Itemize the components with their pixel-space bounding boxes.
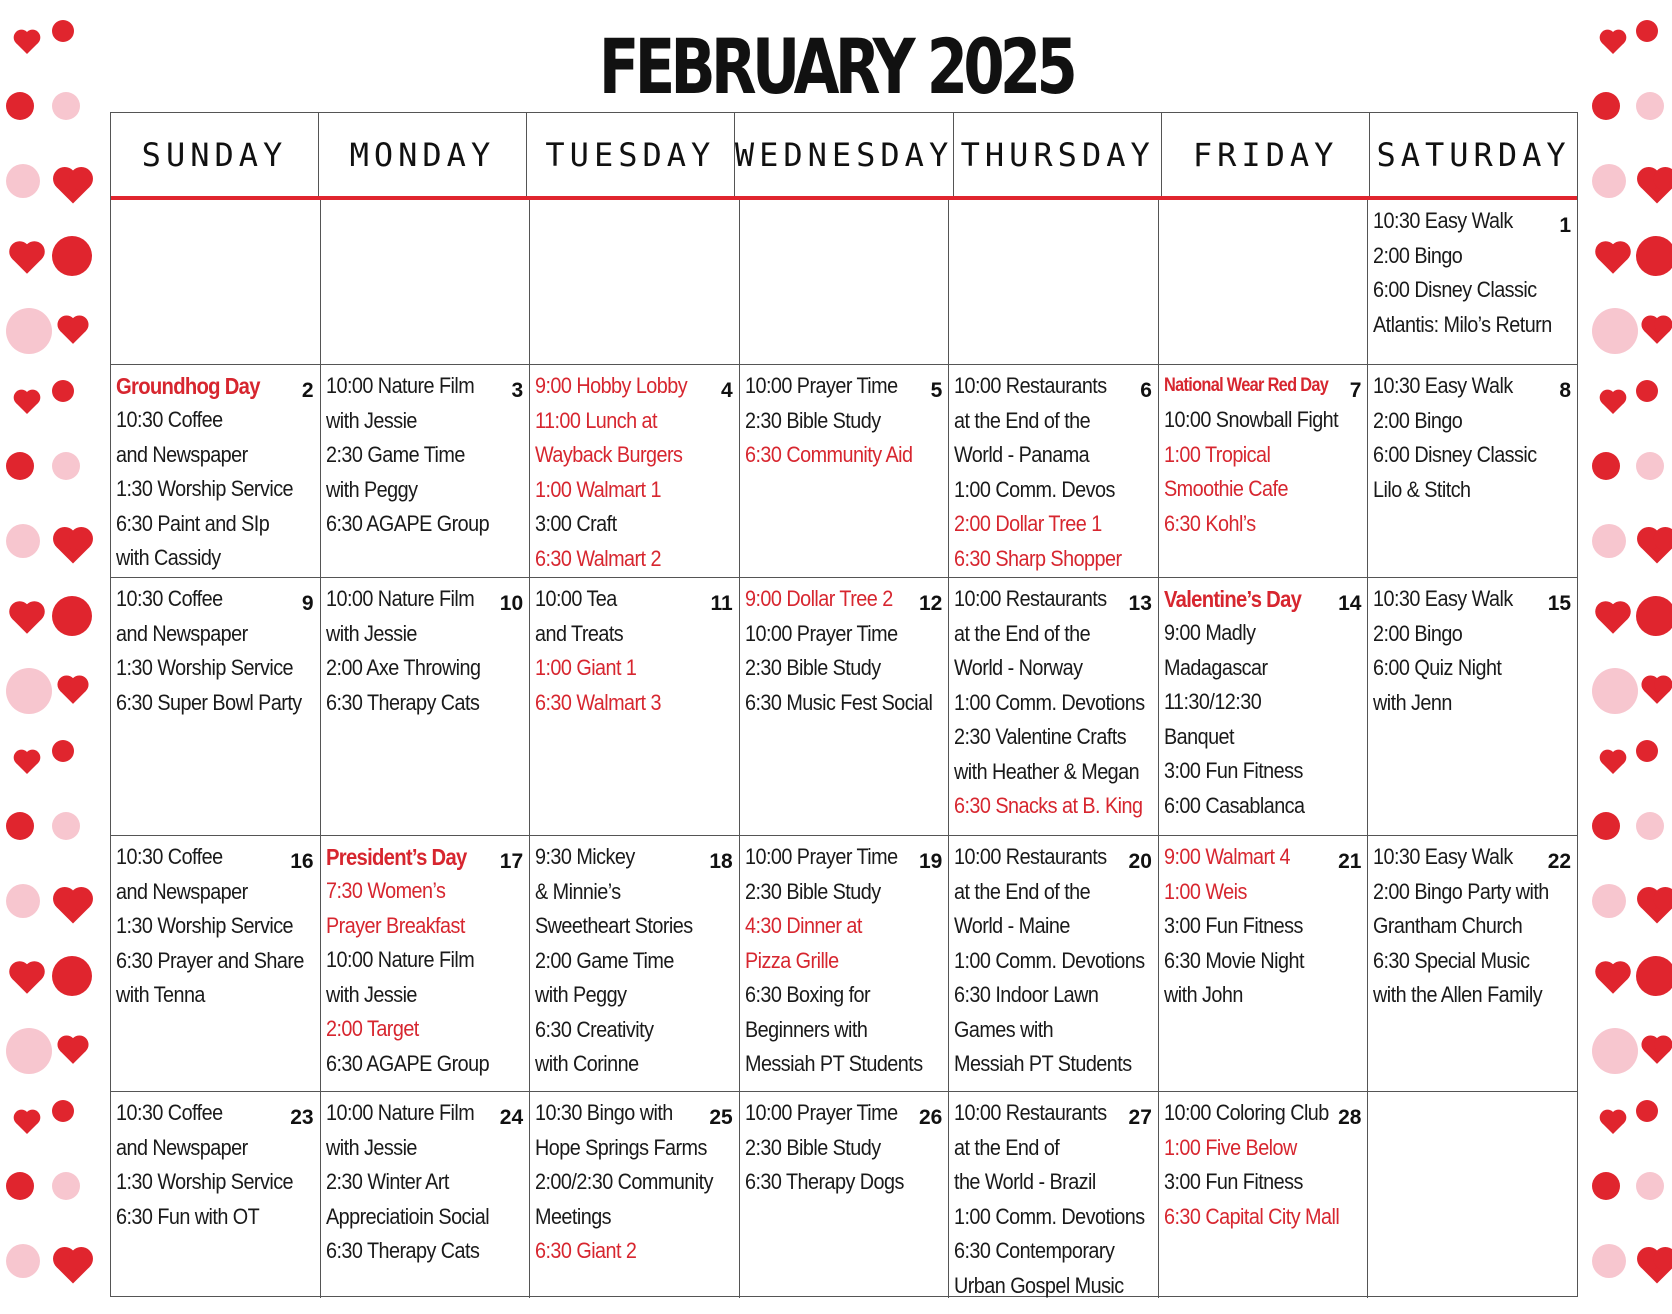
weekday-friday: FRIDAY xyxy=(1162,113,1370,196)
candy-icon xyxy=(52,380,74,402)
empty-day-cell xyxy=(530,200,740,364)
heart-icon xyxy=(16,32,38,54)
event-item: 1:30 Worship Service xyxy=(116,476,294,501)
candy-icon xyxy=(52,740,74,762)
event-item: 10:30 Bingo with xyxy=(535,1100,673,1125)
event-item: 10:00 Nature Film xyxy=(325,373,474,398)
event-item: 9:00 Walmart 4 xyxy=(1163,844,1290,869)
event-item: 2:00 Bingo xyxy=(1373,242,1463,268)
event-item: 2:00 Axe Throwing xyxy=(325,655,481,680)
event-item: Messiah PT Students xyxy=(954,1051,1132,1076)
day-number: 18 xyxy=(709,850,733,873)
day-number: 11 xyxy=(710,592,733,615)
event-item: 3:00 Fun Fitness xyxy=(1163,758,1303,783)
event-item: with Peggy xyxy=(535,982,627,1007)
event-item: 6:30 Walmart 3 xyxy=(535,689,662,715)
candy-icon xyxy=(1592,164,1626,198)
weekday-wednesday: WEDNESDAY xyxy=(735,113,954,196)
event-item: 9:00 Hobby Lobby xyxy=(535,373,688,398)
event-item: 2:00 Bingo Party with xyxy=(1373,878,1550,904)
day-number: 8 xyxy=(1559,379,1572,402)
event-item: and Newspaper xyxy=(116,1134,248,1160)
event-item: 10:00 Restaurants xyxy=(954,844,1107,869)
event-item: at the End of the xyxy=(954,620,1091,646)
event-item: 2:30 Game Time xyxy=(325,442,465,467)
event-item: with John xyxy=(1163,982,1243,1007)
weekday-saturday: SATURDAY xyxy=(1376,135,1571,174)
day-number: 14 xyxy=(1338,592,1362,615)
event-item: 10:00 Coloring Club xyxy=(1163,1100,1329,1125)
day-number: 24 xyxy=(499,1106,524,1129)
event-item: at the End of the xyxy=(954,878,1091,904)
event-item: Beginners with xyxy=(744,1016,868,1042)
heart-icon xyxy=(1644,318,1670,344)
heart-icon xyxy=(16,392,38,414)
day-cell-3 xyxy=(321,365,531,577)
heart-icon xyxy=(1602,752,1624,774)
event-item: 10:00 Nature Film xyxy=(325,586,474,611)
day-cell-15 xyxy=(1368,578,1577,835)
day-cell-12 xyxy=(740,578,950,835)
candy-icon xyxy=(6,1028,52,1074)
event-item: 10:30 Easy Walk xyxy=(1373,373,1514,398)
candy-icon xyxy=(1592,1028,1638,1074)
event-item: 1:00 Comm. Devotions xyxy=(954,947,1145,973)
event-item: 6:30 Prayer and Share xyxy=(116,947,304,973)
event-item: 6:30 Kohl’s xyxy=(1163,510,1256,536)
event-item: Pizza Grille xyxy=(744,947,839,973)
day-cell-6 xyxy=(949,365,1159,577)
event-item: 6:30 Giant 2 xyxy=(535,1238,637,1263)
event-item: Grantham Church xyxy=(1373,913,1523,938)
day-number: 9 xyxy=(301,592,314,615)
day-number: 13 xyxy=(1128,592,1152,615)
heart-icon xyxy=(60,318,86,344)
event-item: 6:30 Movie Night xyxy=(1163,947,1304,973)
day-number: 15 xyxy=(1547,592,1572,615)
candy-icon xyxy=(6,884,40,918)
event-item: 10:00 Restaurants xyxy=(954,373,1107,398)
candy-icon xyxy=(1636,1172,1664,1200)
event-item: World - Panama xyxy=(954,442,1090,467)
heart-icon xyxy=(1644,678,1670,704)
day-cell-9 xyxy=(111,578,321,835)
candy-icon xyxy=(1636,236,1672,276)
day-number: 12 xyxy=(918,592,943,615)
event-item: 2:30 Bible Study xyxy=(744,655,881,680)
event-item: 3:00 Craft xyxy=(535,511,617,536)
event-item: 6:30 Contemporary xyxy=(954,1238,1115,1263)
event-item: 6:30 Super Bowl Party xyxy=(116,689,302,715)
day-number: 17 xyxy=(499,850,524,873)
event-item: 10:00 Snowball Fight xyxy=(1163,407,1339,432)
heart-icon xyxy=(1598,244,1627,273)
event-item: with Peggy xyxy=(325,476,418,502)
event-item: 1:00 Five Below xyxy=(1163,1134,1297,1160)
day-cell-8 xyxy=(1368,365,1577,577)
holiday-label: National Wear Red Day xyxy=(1163,375,1329,396)
day-number: 25 xyxy=(709,1106,733,1129)
day-cell-13 xyxy=(949,578,1159,835)
candy-icon xyxy=(1592,524,1626,558)
event-item: 6:30 AGAPE Group xyxy=(325,511,489,536)
day-cell-11 xyxy=(530,578,740,835)
event-item: 6:30 Sharp Shopper xyxy=(954,545,1122,571)
day-number: 22 xyxy=(1547,850,1572,873)
candy-icon xyxy=(6,524,40,558)
event-item: Prayer Breakfast xyxy=(325,912,465,938)
heart-icon xyxy=(12,964,41,993)
event-item: 3:00 Fun Fitness xyxy=(1163,913,1303,938)
event-item: 1:00 Comm. Devotions xyxy=(954,689,1145,715)
day-cell-4 xyxy=(530,365,740,577)
day-cell-21 xyxy=(1159,836,1369,1091)
candy-icon xyxy=(1592,308,1638,354)
day-cell-25 xyxy=(530,1092,740,1298)
event-item: 4:30 Dinner at xyxy=(744,913,862,938)
event-item: Sweetheart Stories xyxy=(535,913,693,938)
weekday-monday: MONDAY xyxy=(319,113,527,196)
heart-icon xyxy=(56,1250,89,1283)
day-cell-24 xyxy=(321,1092,531,1298)
candy-icon xyxy=(52,596,92,636)
event-item: 6:30 Snacks at B. King xyxy=(954,793,1143,818)
day-number: 20 xyxy=(1128,850,1152,873)
event-item: 1:30 Worship Service xyxy=(116,913,294,938)
event-item: 6:30 Special Music xyxy=(1373,947,1530,973)
event-item: 2:00 Target xyxy=(325,1016,419,1041)
event-item: 2:30 Bible Study xyxy=(744,878,881,904)
event-item: 2:30 Valentine Crafts xyxy=(954,724,1127,749)
heart-icon xyxy=(12,604,41,633)
event-item: 9:00 Dollar Tree 2 xyxy=(744,586,893,611)
event-item: Lilo & Stitch xyxy=(1373,476,1472,502)
week-row xyxy=(111,836,1577,1092)
event-item: 2:00 Game Time xyxy=(535,947,674,973)
candy-icon xyxy=(52,956,92,996)
event-item: 6:30 Capital City Mall xyxy=(1163,1203,1340,1229)
event-item: 10:00 Tea xyxy=(535,586,617,611)
event-item: 6:30 Music Fest Social xyxy=(744,689,933,715)
day-cell-7 xyxy=(1159,365,1369,577)
event-item: with Jessie xyxy=(325,981,417,1007)
event-item: 10:00 Prayer Time xyxy=(744,373,898,398)
event-item: with the Allen Family xyxy=(1373,982,1543,1007)
event-item: 3:00 Fun Fitness xyxy=(1163,1169,1303,1194)
event-item: 1:00 Comm. Devotions xyxy=(954,1203,1145,1229)
candy-icon xyxy=(52,20,74,42)
heart-icon xyxy=(1640,170,1672,203)
event-item: 6:00 Disney Classic xyxy=(1373,277,1538,302)
empty-day-cell xyxy=(111,200,321,364)
week-row xyxy=(111,200,1577,365)
day-cell-14 xyxy=(1159,578,1369,835)
candy-icon xyxy=(1636,812,1664,840)
heart-icon xyxy=(60,1038,86,1064)
event-item: 6:30 Paint and SIp xyxy=(116,510,270,536)
event-item: 1:30 Worship Service xyxy=(116,1169,294,1194)
day-cell-28 xyxy=(1159,1092,1369,1298)
event-item: 2:30 Winter Art xyxy=(325,1169,449,1194)
event-item: 11:00 Lunch at xyxy=(535,407,658,433)
candy-icon xyxy=(1636,1100,1658,1122)
candy-icon xyxy=(1636,740,1658,762)
event-item: 10:00 Prayer Time xyxy=(744,620,898,646)
event-item: 10:30 Coffee xyxy=(116,1100,223,1125)
candy-icon xyxy=(52,812,80,840)
candy-icon xyxy=(1592,1172,1620,1200)
event-item: 1:00 Tropical xyxy=(1163,441,1271,467)
event-item: 2:00 Dollar Tree 1 xyxy=(954,511,1102,536)
event-item: 6:00 Casablanca xyxy=(1163,792,1305,818)
event-item: 10:30 Coffee xyxy=(116,407,223,432)
event-item: 10:00 Nature Film xyxy=(325,947,474,972)
event-item: Atlantis: Milo’s Return xyxy=(1373,311,1553,337)
candy-icon xyxy=(52,1172,80,1200)
day-number: 2 xyxy=(301,379,314,402)
event-item: 6:30 AGAPE Group xyxy=(325,1050,489,1076)
event-item: with Tenna xyxy=(116,982,205,1007)
event-item: with Jessie xyxy=(325,407,417,433)
candy-icon xyxy=(6,1244,40,1278)
candy-icon xyxy=(6,92,34,120)
heart-icon xyxy=(1602,392,1624,414)
day-number: 5 xyxy=(930,379,943,402)
event-item: 1:00 Weis xyxy=(1163,878,1247,904)
holiday-label: Groundhog Day xyxy=(116,373,260,399)
event-item: 6:30 Therapy Cats xyxy=(325,689,479,715)
heart-icon xyxy=(1598,964,1627,993)
event-item: 6:30 Fun with OT xyxy=(116,1203,260,1229)
event-item: 10:00 Restaurants xyxy=(954,1100,1107,1125)
candy-icon xyxy=(6,164,40,198)
heart-icon xyxy=(1640,1250,1672,1283)
event-item: and Newspaper xyxy=(116,441,248,467)
heart-icon xyxy=(12,244,41,273)
day-number: 23 xyxy=(290,1106,314,1129)
event-item: Wayback Burgers xyxy=(535,442,683,467)
empty-day-cell xyxy=(740,200,950,364)
candy-icon xyxy=(1636,92,1664,120)
heart-icon xyxy=(16,1112,38,1134)
candy-icon xyxy=(52,1100,74,1122)
event-item: Urban Gospel Music xyxy=(954,1272,1124,1298)
day-cell-10 xyxy=(321,578,531,835)
event-item: with Corinne xyxy=(535,1051,639,1076)
day-cell-16 xyxy=(111,836,321,1091)
event-item: 10:00 Nature Film xyxy=(325,1100,474,1125)
event-item: 1:30 Worship Service xyxy=(116,655,294,680)
event-item: 6:00 Disney Classic xyxy=(1373,442,1538,467)
event-item: 9:30 Mickey xyxy=(535,844,635,869)
week-row xyxy=(111,578,1577,836)
candy-icon xyxy=(1592,668,1638,714)
page-title: FEBRUARY 2025 xyxy=(598,22,1074,111)
event-item: 7:30 Women’s xyxy=(325,878,445,903)
day-number: 3 xyxy=(511,379,524,402)
day-number: 26 xyxy=(918,1106,943,1129)
event-item: 6:30 Community Aid xyxy=(744,442,913,467)
weekday-tuesday: TUESDAY xyxy=(527,113,735,196)
candy-icon xyxy=(1636,20,1658,42)
day-cell-20 xyxy=(949,836,1159,1091)
day-number: 1 xyxy=(1559,214,1572,237)
event-item: Appreciatioin Social xyxy=(325,1203,489,1229)
event-item: Games with xyxy=(954,1016,1054,1042)
event-item: 1:00 Comm. Devos xyxy=(954,476,1116,502)
event-item: at the End of xyxy=(954,1134,1060,1160)
event-item: 6:30 Boxing for xyxy=(744,982,870,1007)
day-cell-23 xyxy=(111,1092,321,1298)
holiday-label: President’s Day xyxy=(325,844,467,870)
week-row xyxy=(111,365,1577,578)
candy-icon xyxy=(1636,596,1672,636)
event-item: 2:00 Bingo xyxy=(1373,407,1463,433)
empty-day-cell xyxy=(949,200,1159,364)
event-item: World - Maine xyxy=(954,913,1071,938)
candy-icon xyxy=(1592,92,1620,120)
event-item: 2:30 Bible Study xyxy=(744,1134,881,1160)
candy-icon xyxy=(6,668,52,714)
day-number: 6 xyxy=(1140,379,1152,402)
candy-icon xyxy=(6,812,34,840)
event-item: 2:00 Bingo xyxy=(1373,620,1463,646)
event-item: with Cassidy xyxy=(116,545,221,570)
heart-icon xyxy=(16,752,38,774)
event-item: 1:00 Walmart 1 xyxy=(535,476,662,502)
event-item: 10:00 Restaurants xyxy=(954,586,1107,611)
day-cell-5 xyxy=(740,365,950,577)
day-number: 7 xyxy=(1349,379,1362,402)
event-item: 10:00 Prayer Time xyxy=(744,1100,898,1125)
event-item: 6:30 Walmart 2 xyxy=(535,545,662,571)
heart-icon xyxy=(60,678,86,704)
event-item: 9:00 Madly xyxy=(1163,620,1256,645)
heart-icon xyxy=(1602,1112,1624,1134)
event-item: Madagascar xyxy=(1163,654,1268,680)
candy-icon xyxy=(52,92,80,120)
weekday-sunday: SUNDAY xyxy=(111,113,319,196)
day-cell-18 xyxy=(530,836,740,1091)
event-item: World - Norway xyxy=(954,655,1083,680)
candy-icon xyxy=(6,1172,34,1200)
candy-icon xyxy=(1636,380,1658,402)
event-item: 6:30 Indoor Lawn xyxy=(954,982,1099,1007)
day-cell-2 xyxy=(111,365,321,577)
event-item: Hope Springs Farms xyxy=(535,1134,708,1160)
day-number: 16 xyxy=(290,850,314,873)
event-item: with Jessie xyxy=(325,1134,417,1160)
event-item: 2:00/2:30 Community xyxy=(535,1169,714,1194)
day-cell-27 xyxy=(949,1092,1159,1298)
candy-icon xyxy=(6,452,34,480)
event-item: & Minnie’s xyxy=(535,878,621,904)
day-cell-1 xyxy=(1368,200,1577,364)
day-number: 28 xyxy=(1338,1106,1362,1129)
event-item: with Heather & Megan xyxy=(954,758,1140,784)
event-item: 1:00 Giant 1 xyxy=(535,655,637,680)
candy-icon xyxy=(1592,452,1620,480)
candy-icon xyxy=(52,452,80,480)
day-number: 10 xyxy=(499,592,524,615)
event-item: 2:30 Bible Study xyxy=(744,407,881,433)
day-number: 4 xyxy=(721,379,733,402)
day-number: 21 xyxy=(1338,850,1362,873)
event-item: Banquet xyxy=(1163,723,1234,749)
heart-icon xyxy=(1640,530,1672,563)
day-cell-22 xyxy=(1368,836,1577,1091)
heart-icon xyxy=(1640,890,1672,923)
candy-icon xyxy=(52,236,92,276)
day-number: 27 xyxy=(1128,1106,1152,1129)
candy-icon xyxy=(1592,812,1620,840)
heart-icon xyxy=(1644,1038,1670,1064)
event-item: 10:30 Coffee xyxy=(116,844,223,869)
event-item: with Jessie xyxy=(325,620,417,646)
candy-icon xyxy=(1592,884,1626,918)
event-item: Meetings xyxy=(535,1203,612,1229)
event-item: 6:30 Creativity xyxy=(535,1016,654,1042)
candy-icon xyxy=(1636,956,1672,996)
event-item: 6:30 Therapy Cats xyxy=(325,1238,479,1263)
event-item: the World - Brazil xyxy=(954,1169,1097,1194)
empty-day-cell xyxy=(1368,1092,1577,1298)
event-item: 10:30 Easy Walk xyxy=(1373,844,1514,869)
heart-icon xyxy=(56,170,89,203)
day-cell-19 xyxy=(740,836,950,1091)
week-row xyxy=(111,1092,1577,1298)
event-item: and Treats xyxy=(535,620,624,646)
weekday-header xyxy=(111,113,1577,200)
day-cell-26 xyxy=(740,1092,950,1298)
calendar-grid xyxy=(110,112,1578,1297)
empty-day-cell xyxy=(1159,200,1369,364)
event-item: 10:30 Coffee xyxy=(116,586,223,611)
heart-icon xyxy=(56,530,89,563)
event-item: 6:30 Therapy Dogs xyxy=(744,1169,904,1194)
event-item: 10:00 Prayer Time xyxy=(744,844,898,869)
heart-icon xyxy=(1598,604,1627,633)
heart-icon xyxy=(1602,32,1624,54)
holiday-label: Valentine’s Day xyxy=(1163,586,1302,612)
candy-icon xyxy=(6,308,52,354)
event-item: Smoothie Cafe xyxy=(1163,476,1288,501)
event-item: 11:30/12:30 xyxy=(1163,689,1262,714)
event-item: and Newspaper xyxy=(116,620,248,646)
day-number: 19 xyxy=(918,850,943,873)
event-item: 10:30 Easy Walk xyxy=(1373,208,1514,233)
event-item: 10:30 Easy Walk xyxy=(1373,586,1514,611)
candy-icon xyxy=(1592,1244,1626,1278)
event-item: Messiah PT Students xyxy=(744,1051,923,1076)
empty-day-cell xyxy=(321,200,531,364)
weekday-thursday: THURSDAY xyxy=(954,113,1162,196)
heart-icon xyxy=(56,890,89,923)
day-cell-17 xyxy=(321,836,531,1091)
event-item: at the End of the xyxy=(954,407,1091,433)
event-item: with Jenn xyxy=(1373,689,1453,715)
candy-icon xyxy=(1636,452,1664,480)
event-item: and Newspaper xyxy=(116,878,248,904)
event-item: 6:00 Quiz Night xyxy=(1373,655,1502,680)
